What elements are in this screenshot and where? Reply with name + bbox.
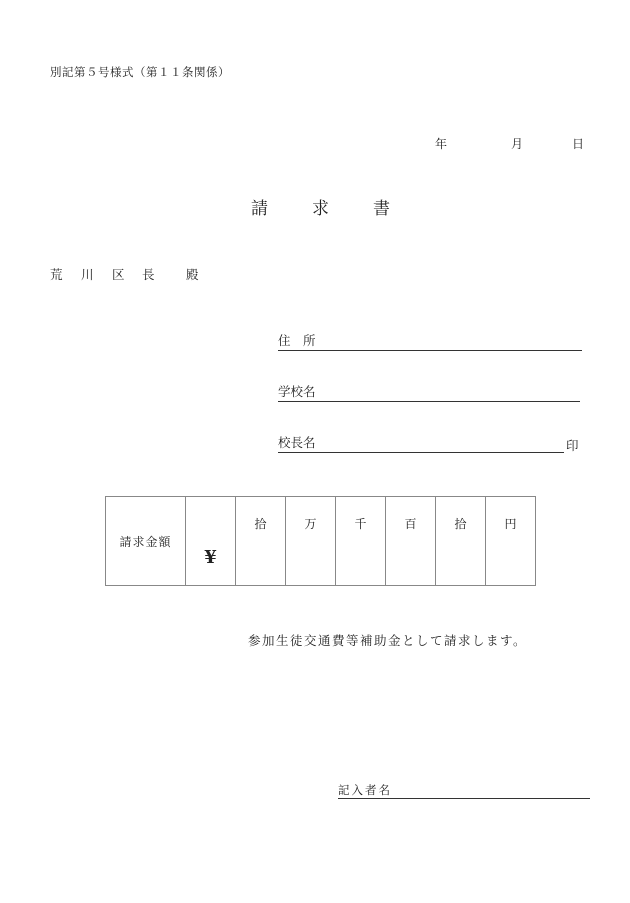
writer-name-label: 記入者名 xyxy=(338,783,392,797)
digit-cell-yen[interactable] xyxy=(486,497,536,586)
principal-name-label: 校長名 xyxy=(278,435,316,450)
digit-header: 拾 xyxy=(454,517,467,531)
seal-label: 印 xyxy=(566,438,579,453)
title-char: 書 xyxy=(373,199,390,219)
school-name-field[interactable] xyxy=(278,385,580,402)
digit-cell-ten-thousands[interactable] xyxy=(286,497,336,586)
amount-label-cell xyxy=(106,497,186,586)
addressee-char: 川 xyxy=(81,267,94,282)
addressee-char: 殿 xyxy=(186,267,199,282)
amount-table xyxy=(105,496,536,586)
yen-cell[interactable] xyxy=(186,497,236,586)
title-char: 求 xyxy=(312,199,329,219)
date-day-label: 日 xyxy=(572,137,585,151)
digit-header: 千 xyxy=(354,517,367,531)
digit-header: 万 xyxy=(304,517,317,531)
address-label: 住 所 xyxy=(278,333,316,348)
writer-name-field[interactable] xyxy=(338,784,590,799)
date-month-label: 月 xyxy=(511,137,524,151)
digit-cell-tens[interactable] xyxy=(436,497,486,586)
request-statement: 参加生徒交通費等補助金として請求します。 xyxy=(248,633,528,648)
digit-cell-ten-thousands-10[interactable] xyxy=(236,497,286,586)
principal-name-field[interactable] xyxy=(278,436,564,453)
address-field[interactable] xyxy=(278,334,582,351)
addressee-char: 長 xyxy=(142,267,155,282)
school-name-label: 学校名 xyxy=(278,384,316,399)
amount-label: 請求金額 xyxy=(119,534,172,549)
addressee-char: 区 xyxy=(112,267,125,282)
addressee-char: 荒 xyxy=(50,267,63,282)
digit-cell-thousands[interactable] xyxy=(336,497,386,586)
title-char: 請 xyxy=(251,199,268,219)
date-year-label: 年 xyxy=(435,137,448,151)
form-number: 別記第５号様式（第１１条関係） xyxy=(50,65,230,79)
digit-header: 拾 xyxy=(254,517,267,531)
digit-cell-hundreds[interactable] xyxy=(386,497,436,586)
digit-header: 円 xyxy=(504,517,517,531)
yen-symbol: ¥ xyxy=(204,547,217,568)
digit-header: 百 xyxy=(404,517,417,531)
